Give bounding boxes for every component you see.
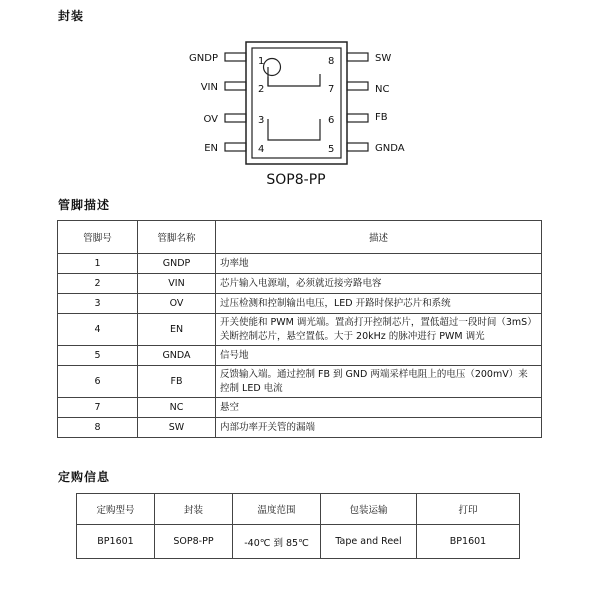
temperature-cell: -40℃ 到 85℃ <box>233 525 321 559</box>
pin-desc-cell: 信号地 <box>216 346 542 366</box>
pin-name-cell: GNDP <box>138 254 216 274</box>
pin-number-2: 2 <box>258 84 265 95</box>
pin-name-cell: EN <box>138 314 216 346</box>
right-pin-leads <box>347 53 368 151</box>
pin-name-cell: GNDA <box>138 346 216 366</box>
header-description: 描述 <box>216 221 542 254</box>
pin-number-7: 7 <box>328 84 335 95</box>
pin-number-5: 5 <box>328 144 335 155</box>
pin-number-cell: 5 <box>58 346 138 366</box>
pin-name-8: SW <box>375 53 392 64</box>
pin-name-cell: OV <box>138 294 216 314</box>
pin-number-cell: 6 <box>58 366 138 398</box>
package-name: SOP8-PP <box>266 172 326 188</box>
marking-cell: BP1601 <box>417 525 520 559</box>
pin-number-1: 1 <box>258 56 265 67</box>
pin-name-4: EN <box>204 143 218 154</box>
pin-name-cell: FB <box>138 366 216 398</box>
package-diagram <box>0 0 595 200</box>
pin-name-cell: NC <box>138 398 216 418</box>
table-header-row <box>58 221 542 254</box>
section-title-order: 定购信息 <box>58 470 111 484</box>
pin-name-6: FB <box>375 112 388 123</box>
table-header-row <box>77 494 520 525</box>
header-marking: 打印 <box>417 494 520 525</box>
pin-description-table <box>57 220 542 438</box>
pin-desc-cell: 悬空 <box>216 398 542 418</box>
pin-name-cell: SW <box>138 418 216 438</box>
table-row <box>58 274 542 294</box>
header-pin-name: 管脚名称 <box>138 221 216 254</box>
table-row <box>58 398 542 418</box>
pin-number-8: 8 <box>328 56 335 67</box>
pin-desc-cell: 过压检测和控制输出电压，LED 开路时保护芯片和系统 <box>216 294 542 314</box>
pin-name-3: OV <box>203 114 218 125</box>
pin-number-6: 6 <box>328 115 335 126</box>
pin-number-cell: 4 <box>58 314 138 346</box>
die-mark-upper-right <box>268 74 320 86</box>
pin-name-1: GNDP <box>189 53 218 64</box>
order-model-cell: BP1601 <box>77 525 155 559</box>
pin-number-cell: 7 <box>58 398 138 418</box>
table-row <box>58 366 542 398</box>
pin-number-cell: 8 <box>58 418 138 438</box>
pin-name-7: NC <box>375 84 390 95</box>
header-package: 封装 <box>155 494 233 525</box>
pin-number-cell: 3 <box>58 294 138 314</box>
header-temperature: 温度范围 <box>233 494 321 525</box>
table-row <box>58 254 542 274</box>
table-row <box>58 418 542 438</box>
pin-number-cell: 2 <box>58 274 138 294</box>
pin-number-4: 4 <box>258 144 265 155</box>
pin-desc-cell: 功率地 <box>216 254 542 274</box>
pin-number-cell: 1 <box>58 254 138 274</box>
header-shipping: 包装运输 <box>321 494 417 525</box>
pin-desc-cell: 芯片输入电源端，必须就近接旁路电容 <box>216 274 542 294</box>
pin-desc-cell: 反馈输入端。通过控制 FB 到 GND 两端采样电阻上的电压（200mV）来控制 LED 电流 <box>216 366 542 398</box>
pin-number-3: 3 <box>258 115 265 126</box>
section-title-pins: 管脚描述 <box>58 198 111 212</box>
table-row <box>58 346 542 366</box>
left-pin-leads <box>225 53 246 151</box>
table-row <box>58 294 542 314</box>
section-title-package: 封装 <box>58 9 85 23</box>
order-info-table <box>76 493 520 559</box>
shipping-cell: Tape and Reel <box>321 525 417 559</box>
pin-desc-cell: 内部功率开关管的漏端 <box>216 418 542 438</box>
die-mark-lower <box>268 119 320 140</box>
pin-name-5: GNDA <box>375 143 405 154</box>
pin-name-2: VIN <box>200 82 218 93</box>
package-cell: SOP8-PP <box>155 525 233 559</box>
table-row <box>58 314 542 346</box>
pin1-marker-circle <box>264 59 281 76</box>
pin-name-cell: VIN <box>138 274 216 294</box>
pin-desc-cell: 开关使能和 PWM 调光端。置高打开控制芯片，置低超过一段时间（3mS）关断控制芯片，悬空置低。大于 20kHz 的脉冲进行 PWM 调光 <box>216 314 542 346</box>
header-order-model: 定购型号 <box>77 494 155 525</box>
table-row <box>77 525 520 559</box>
header-pin-number: 管脚号 <box>58 221 138 254</box>
